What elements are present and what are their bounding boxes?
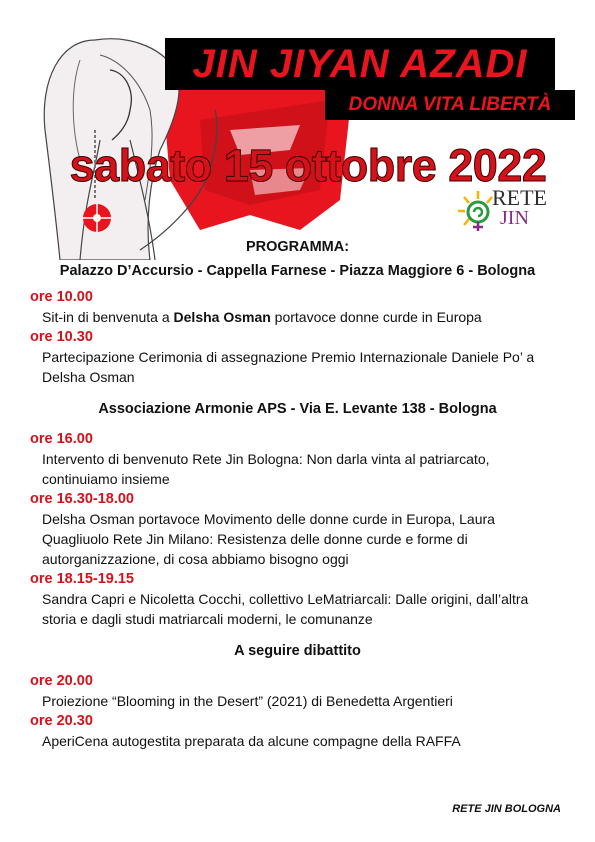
speaker-name: Delsha Osman (173, 309, 271, 325)
description-text: Sit-in di benvenuta a (42, 309, 174, 325)
event-date: sabato 15 ottobre 2022 (69, 140, 547, 191)
schedule-description: Partecipazione Cerimonia di assegnazione Premio Internazionale Daniele Po’ a Delsha Osman (42, 349, 535, 385)
followup-heading: A seguire dibattito (234, 643, 361, 659)
rete-jin-logo (452, 185, 562, 235)
event-title: JIN JIYAN AZADI (165, 38, 555, 90)
logo-rete-text: RETE (492, 185, 547, 210)
schedule-description: AperiCena autogestita preparata da alcune compagne della RAFFA (42, 733, 461, 749)
schedule-description (42, 307, 555, 327)
schedule-time: ore 16.00 (30, 431, 93, 447)
logo-jin-text: JIN (500, 207, 529, 229)
schedule-time: ore 20.00 (30, 673, 93, 689)
schedule-description: Intervento di benvenuto Rete Jin Bologna: Non darla vinta al patriarcato, continuiamo insieme (42, 451, 490, 487)
description-text: portavoce donne curde in Europa (270, 309, 482, 325)
schedule-time: ore 16.30-18.00 (30, 491, 134, 507)
schedule-description: Proiezione “Blooming in the Desert” (2021) di Benedetta Argentieri (42, 693, 453, 709)
venue-heading-2: Associazione Armonie APS - Via E. Levante 138 - Bologna (98, 401, 497, 417)
footer-signature: RETE JIN BOLOGNA (452, 803, 561, 815)
venue-heading-1: Palazzo D’Accursio - Cappella Farnese - Piazza Maggiore 6 - Bologna (59, 263, 536, 279)
schedule-time: ore 10.30 (30, 329, 93, 345)
event-subtitle: DONNA VITA LIBERTÀ (325, 90, 575, 120)
program-section (0, 235, 595, 751)
schedule-time: ore 20.30 (30, 713, 93, 729)
schedule-description: Sandra Capri e Nicoletta Cocchi, collettivo LeMatriarcali: Dalle origini, dall’altra storia e dagli studi matriarcali moderni, le comunanze (42, 591, 529, 627)
schedule-description: Delsha Osman portavoce Movimento delle donne curde in Europa, Laura Quagliuolo Rete Jin Milano: Resistenza delle donne curde e forme di autorganizzazione, di cosa abbiamo bisogno oggi (42, 511, 495, 567)
program-heading: PROGRAMMA: (245, 239, 350, 255)
schedule-time: ore 10.00 (30, 289, 93, 305)
schedule-time: ore 18.15-19.15 (30, 571, 134, 587)
